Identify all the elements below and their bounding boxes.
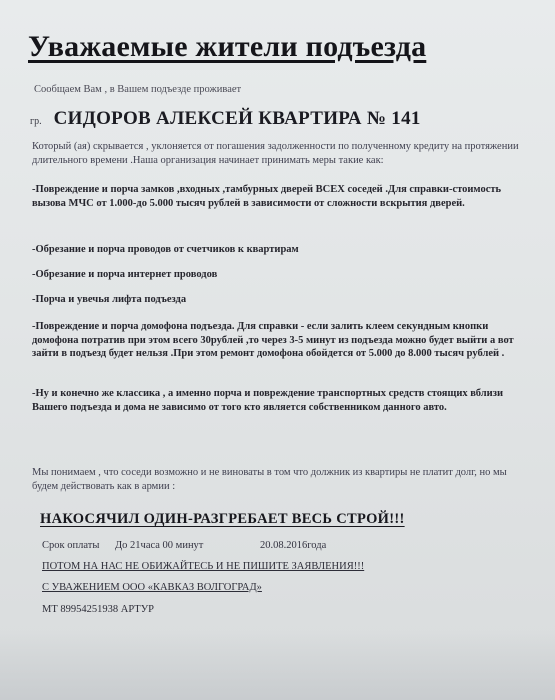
- name-prefix: гр.: [30, 116, 42, 127]
- notice-title: Уважаемые жители подъезда: [28, 30, 427, 63]
- debtor-line: [30, 108, 421, 130]
- paragraph-neighbors: Мы понимаем , что соседи возможно и не виноваты в том что должник из квартиры не платит долг, но мы будем действовать как в армии :: [32, 467, 507, 492]
- paragraph-elevator: -Порча и увечья лифта подъезда: [32, 294, 187, 305]
- warning-line: ПОТОМ НА НАС НЕ ОБИЖАЙТЕСЬ И НЕ ПИШИТЕ ЗАЯВЛЕНИЯ!!!: [42, 561, 365, 572]
- deadline-label: Срок оплаты: [42, 540, 100, 551]
- paragraph-intro: Который (ая) скрывается , уклоняется от погашения задолженности по полученному кредиту на протяжении длительного времени .Наша организация начинает принимать меры такие как:: [32, 141, 519, 166]
- deadline-time: До 21часа 00 минут: [115, 540, 204, 551]
- contact-line: МТ 89954251938 АРТУР: [42, 604, 154, 615]
- intro-line: Сообщаем Вам , в Вашем подъезде проживает: [34, 84, 242, 95]
- regards-line: С УВАЖЕНИЕМ ООО «КАВКАЗ ВОЛГОГРАД»: [42, 582, 262, 593]
- paragraph-doors: -Повреждение и порча замков ,входных ,тамбурных дверей ВСЕХ соседей .Для справки-стоимость вызова МЧС от 1.000-до 5.000 тысяч рублей в зависимости от сложности вскрытия дверей.: [32, 184, 502, 209]
- slogan: НАКОСЯЧИЛ ОДИН-РАЗГРЕБАЕТ ВЕСЬ СТРОЙ!!!: [40, 511, 405, 527]
- paragraph-wires: -Обрезание и порча проводов от счетчиков к квартирам: [32, 244, 299, 255]
- paragraph-intercom: -Повреждение и порча домофона подъезда. Для справки - если залить клеем секундным кнопки домофона потратив при этом всего 30рублей ,то через 3-5 минут из подъезда можно будет выйти а вот зайти в подъезд будет нельзя .При этом ремонт домофона обойдется от 5.000 до 8.000 тысяч рублей .: [32, 321, 514, 359]
- paragraph-internet: -Обрезание и порча интернет проводов: [32, 269, 218, 280]
- paragraph-vehicles: -Ну и конечно же классика , а именно порча и повреждение транспортных средств стоящих вблизи Вашего подъезда и дома не зависимо от того кто является собственником данного авто.: [32, 388, 503, 413]
- payment-deadline: [42, 540, 326, 551]
- paper-shadow: [0, 630, 555, 700]
- deadline-date: 20.08.2016года: [260, 540, 327, 551]
- debtor-name: СИДОРОВ АЛЕКСЕЙ КВАРТИРА № 141: [53, 108, 421, 129]
